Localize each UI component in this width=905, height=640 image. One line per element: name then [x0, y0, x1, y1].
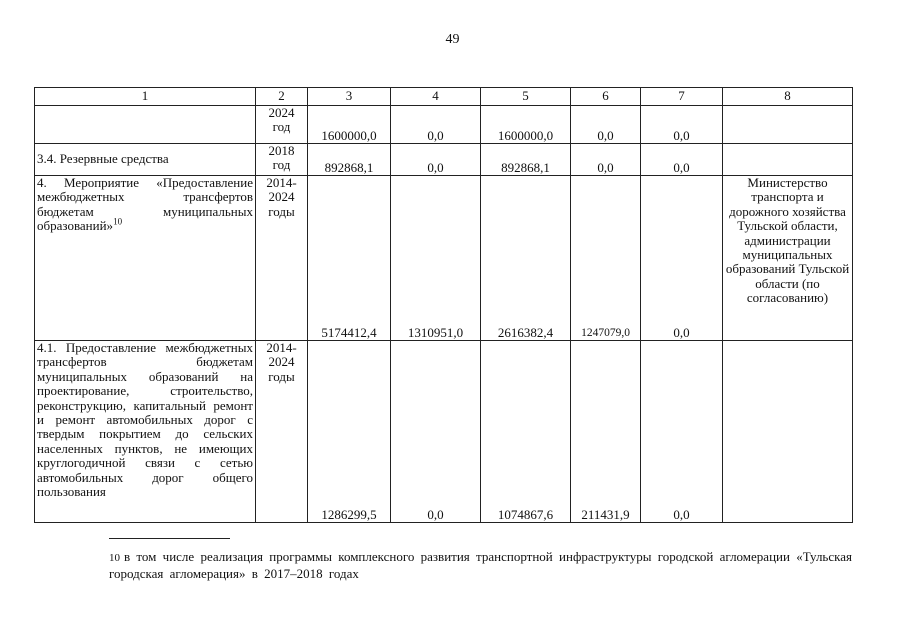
cell-value: 5174412,4: [308, 176, 391, 341]
table-row: [35, 144, 853, 176]
cell-value: 892868,1: [481, 144, 571, 176]
column-header: 8: [723, 88, 853, 106]
row-responsible: [723, 106, 853, 144]
cell-value: 0,0: [391, 144, 481, 176]
row-name: 4.1. Предоставление межбюджетных трансфертов бюджетам муниципальных образований на проектирование, строительство, реконструкцию, капитальный ремонт и ремонт автомобильных дорог с твердым покрытием до сельских населенных пунктов, не имеющих круглогодичной связи с сетью автомобильных дорог общего пользования: [35, 341, 256, 523]
row-responsible: [723, 341, 853, 523]
row-responsible: [723, 144, 853, 176]
cell-value: 892868,1: [308, 144, 391, 176]
table-header-row: [35, 88, 853, 106]
cell-value: 211431,9: [571, 341, 641, 523]
cell-value: 1310951,0: [391, 176, 481, 341]
row-period: 2024 год: [256, 106, 308, 144]
column-header: 7: [641, 88, 723, 106]
row-responsible: Министерство транспорта и дорожного хозяйства Тульской области, администрации муниципальных образований Тульской области (по согласованию): [723, 176, 853, 341]
cell-value: 1074867,6: [481, 341, 571, 523]
row-name: [35, 106, 256, 144]
column-header: 4: [391, 88, 481, 106]
cell-value: 0,0: [391, 106, 481, 144]
footnote-text: в том числе реализация программы комплексного развития транспортной инфраструктуры городской агломерации «Тульская городская агломерация» в 2017–2018 годах: [109, 549, 852, 581]
cell-value: 1600000,0: [481, 106, 571, 144]
page-number: 49: [445, 32, 460, 47]
cell-value: 0,0: [641, 144, 723, 176]
cell-value: 0,0: [571, 144, 641, 176]
cell-value: 0,0: [391, 341, 481, 523]
cell-value: 0,0: [641, 176, 723, 341]
row-period: 2014- 2024 годы: [256, 341, 308, 523]
footnote-divider: [109, 538, 230, 539]
cell-value: 1247079,0: [571, 176, 641, 341]
row-name: 3.4. Резервные средства: [35, 144, 256, 176]
row-period: 2018 год: [256, 144, 308, 176]
row-name: [35, 176, 256, 341]
column-header: 5: [481, 88, 571, 106]
column-header: 6: [571, 88, 641, 106]
footnote: [109, 549, 852, 582]
cell-value: 1600000,0: [308, 106, 391, 144]
column-header: 3: [308, 88, 391, 106]
column-header: 2: [256, 88, 308, 106]
footnote-reference: 10: [113, 216, 123, 227]
cell-value: 1286299,5: [308, 341, 391, 523]
cell-value: 0,0: [571, 106, 641, 144]
cell-value: 0,0: [641, 341, 723, 523]
table-row: [35, 341, 853, 523]
table-row: [35, 176, 853, 341]
footnote-mark: 10: [109, 552, 120, 564]
row-period: 2014- 2024 годы: [256, 176, 308, 341]
table-row: [35, 106, 853, 144]
column-header: 1: [35, 88, 256, 106]
cell-value: 2616382,4: [481, 176, 571, 341]
cell-value: 0,0: [641, 106, 723, 144]
row-name-text: 4. Мероприятие «Предоставление межбюджетных трансфертов бюджетам муниципальных образований»: [37, 175, 253, 234]
program-table: [34, 87, 853, 523]
